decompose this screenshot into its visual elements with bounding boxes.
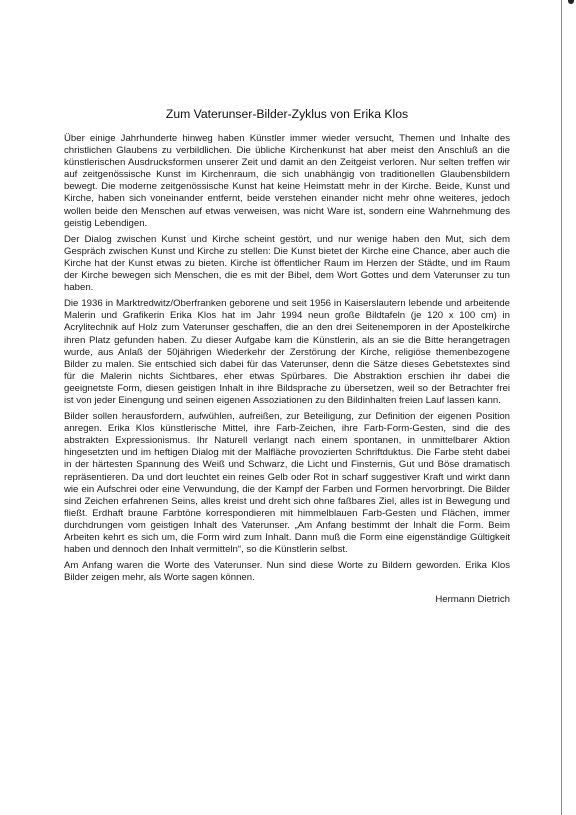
document-body — [64, 107, 510, 606]
document-title: Zum Vaterunser-Bilder-Zyklus von Erika Klos — [165, 107, 409, 121]
paragraph-4: Bilder sollen herausfordern, aufwühlen, aufreißen, zur Beteiligung, zur Definition der eigenen Position anregen. Erika Klos künstlerische Mittel, ihre Farb-Zeichen, ihre Farb-Form-Gesten, sind die des abstrakten Expressionismus. Ihr Naturell verlangt nach einem spontanen, in unmittelbarer Aktion hingesetzten und im heftigen Dialog mit der Malfläche provozierten Schriftduktus. Die Farbe steht dabei in der härtesten Spannung des Weiß und Schwarz, die Licht und Finsternis, Gut und Böse dramatisch repräsentieren. Da und dort leuchtet ein reines Gelb oder Rot in scharf suggestiver Kraft und wirkt dann wie ein Aufschrei oder eine Verwundung, die der Kampf der Farben und Formen hervorbringt. Die Bilder sind Zeichen erfahrenen Seins, alles kreist und dreht sich ohne faßbares Ziel, alles ist in Bewegung und fließt. Erdhaft braune Farbtöne korrespondieren mit himmelblauen Farb-Gesten und Flächen, immer durchdrungen vom geistigen Inhalt des Vaterunser. „Am Anfang bestimmt der Inhalt die Form. Beim Arbeiten kehrt es sich um, die Form wird zum Inhalt. Dann muß die Form eine eigenständige Gültigkeit haben und dennoch den Inhalt vermitteln“, so die Künstlerin selbst. — [64, 411, 510, 556]
paragraph-3: Die 1936 in Marktredwitz/Oberfranken geborene und seit 1956 in Kaiserslautern lebende und arbeitende Malerin und Grafikerin Erika Klos hat im Jahr 1994 neun große Bildtafeln (je 120 x 100 cm) in Acrylitechnik auf Holz zum Vaterunser geschaffen, die an den drei Seitenemporen in der Apostelkirche ihren Platz gefunden haben. Zu dieser Aufgabe kam die Künstlerin, als an sie die Bitte herangetragen wurde, aus Anlaß der 50jährigen Wiederkehr der Zerstörung der Kirche, religiöse themenbezogene Bilder zu malen. Sie entschied sich dabei für das Vaterunser, denn die Sätze dieses Gebetstextes sind für die Malerin nichts Sichtbares, eher etwas Spürbares. Die Abstraktion erschien ihr dabei die geeignetste Form, diesen geistigen Inhalt in ihre Bildsprache zu übersetzen, weil so der Betrachter frei ist von jeder Einengung und seinen eigenen Assoziationen zu den Bildinhalten freien Lauf lassen kann. — [64, 298, 510, 406]
author-signature: Hermann Dietrich — [435, 594, 510, 606]
paragraph-1: Über einige Jahrhunderte hinweg haben Künstler immer wieder versucht, Themen und Inhalte des christlichen Glaubens zu verbildlichen. Die übliche Kirchenkunst hat aber meist den Anschluß an die künstlerischen Ausdrucksformen unserer Zeit und damit an den Zeitgeist verloren. Nur selten treffen wir auf zeitgenössische Kunst im Kirchenraum, die sich unabhängig von traditionellen Glaubensbildern bewegt. Die moderne zeitgenössische Kunst hat keine Heimstatt mehr in der Kirche. Beide, Kunst und Kirche, haben sich voneinander entfernt, beide verstehen einander nicht mehr ohne weiteres, jedoch wollen beide den Menschen auf etwas verweisen, was nicht Ware ist, sondern eine Wahrnehmung des geistig Lebendigen. — [64, 133, 510, 229]
scan-mark — [568, 0, 574, 4]
paragraph-5: Am Anfang waren die Worte des Vaterunser. Nun sind diese Worte zu Bildern geworden. Erika Klos Bilder zeigen mehr, als Worte sagen können. — [64, 560, 510, 584]
paragraph-2: Der Dialog zwischen Kunst und Kirche scheint gestört, und nur wenige haben den Mut, sich dem Gespräch zwischen Kunst und Kirche zu stellen: Die Kunst bietet der Kirche eine Chance, aber auch die Kirche hat der Kunst etwas zu bieten. Kirche ist öffentlicher Raum im Herzen der Städte, und im Raum der Kirche bewegen sich Menschen, die es mit der Bibel, dem Wort Gottes und dem Vaterunser zu tun haben. — [64, 233, 510, 294]
